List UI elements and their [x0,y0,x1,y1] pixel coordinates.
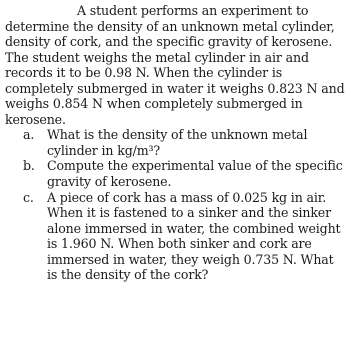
question-text: What is the density of the unknown metal cylinder in kg/m³? [47,127,308,158]
question-letter: c. [23,189,34,205]
question-c [5,190,347,283]
question-a [5,127,347,158]
question-list [5,127,347,282]
question-text: A piece of cork has a mass of 0.025 kg in air. When it is fastened to a sinker and the sinker alone immersed in water, the combined weight is 1.960 N. When both sinker and cork are immersed in water, they weigh 0.735 N. What is the density of the cork? [47,189,341,283]
problem-intro: A student performs an experiment to determine the density of an unknown metal cylinder, density of cork, and the specific gravity of kerosene. The student weighs the metal cylinder in air and records it to be 0.98 N. When the cylinder is completely submerged in water it weighs 0.823 N and weighs 0.854 N when completely submerged in kerosene. [5,3,345,127]
question-letter: a. [23,127,35,143]
question-text: Compute the experimental value of the specific gravity of kerosene. [47,158,343,190]
question-letter: b. [23,158,35,174]
problem-document [5,3,347,283]
question-b [5,158,347,189]
